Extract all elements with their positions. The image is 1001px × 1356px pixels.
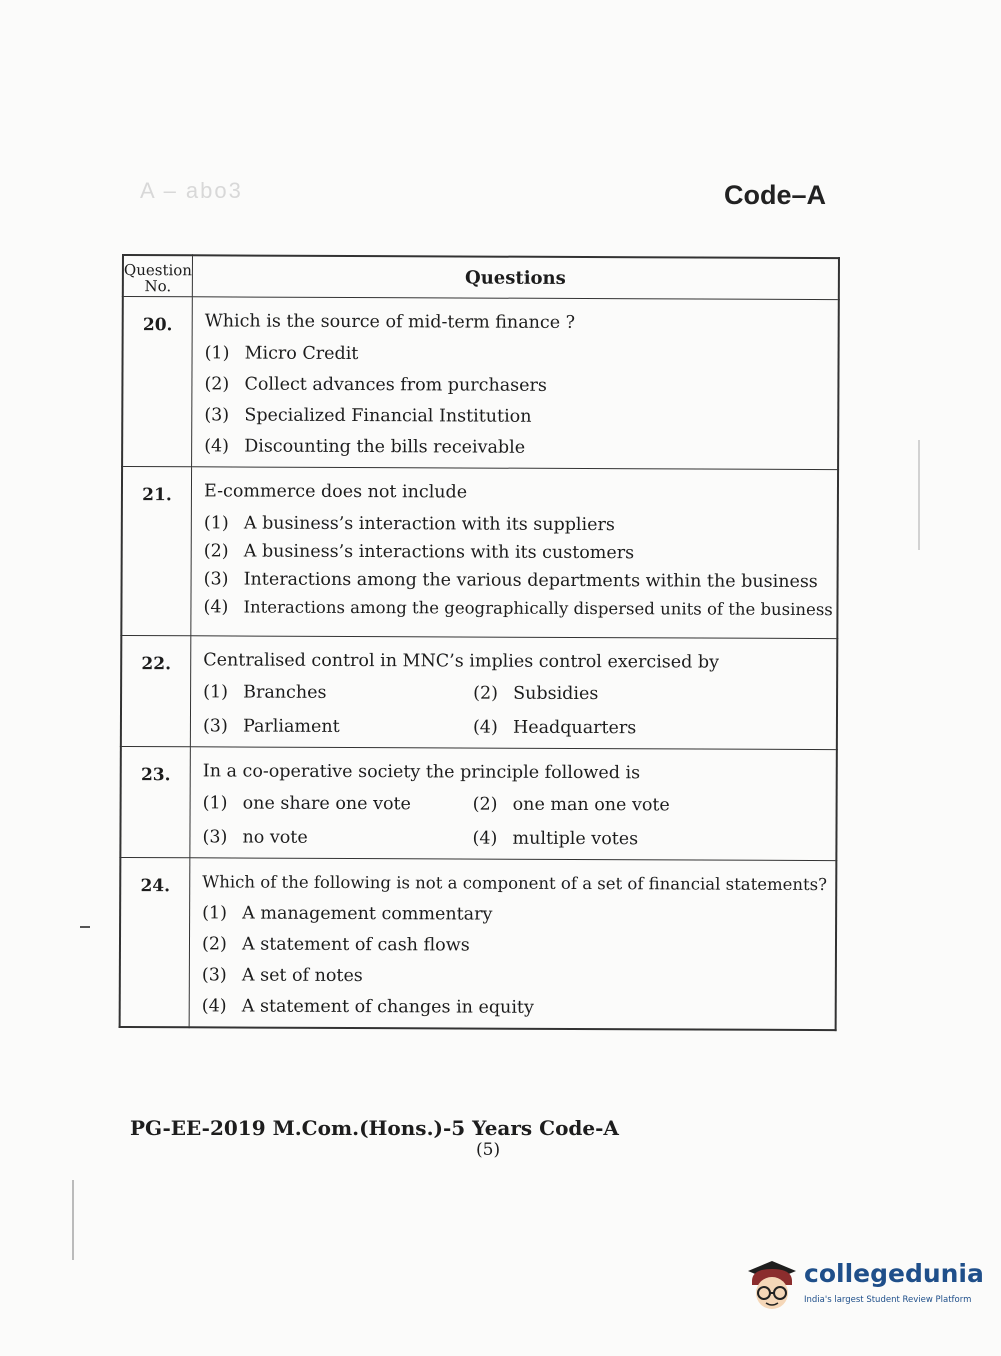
option-number: (1) <box>202 903 228 924</box>
option <box>204 436 837 459</box>
option <box>202 827 472 848</box>
option-text: Subsidies <box>513 683 599 705</box>
question-body <box>192 297 839 470</box>
option-number: (1) <box>202 793 228 814</box>
option-text: A set of notes <box>241 965 363 987</box>
option-number: (1) <box>204 343 230 364</box>
option-text: Headquarters <box>512 717 637 739</box>
option-number: (4) <box>472 828 498 849</box>
option-text: Interactions among the geographically dispersed units of the business <box>243 597 833 620</box>
option <box>204 569 837 592</box>
option-number: (3) <box>203 569 229 590</box>
margin-mark <box>72 1180 74 1260</box>
option-number: (4) <box>204 436 230 457</box>
paper-footer-title: PG-EE-2019 M.Com.(Hons.)-5 Years Code-A <box>130 1116 619 1140</box>
column-header-questions: Questions <box>192 255 839 299</box>
margin-mark <box>918 440 920 550</box>
option-number: (2) <box>472 794 498 815</box>
options-grid <box>202 793 835 850</box>
option-number: (3) <box>202 827 228 848</box>
options-grid <box>203 682 836 739</box>
question-text: E-commerce does not include <box>203 481 468 503</box>
option-number: (2) <box>203 541 229 562</box>
question-number: 22. <box>121 636 191 747</box>
page-number: (5) <box>476 1140 501 1160</box>
option <box>202 965 835 988</box>
option-text: A management commentary <box>242 903 493 925</box>
option <box>202 996 835 1019</box>
option-number: (4) <box>203 597 229 618</box>
option-number: (3) <box>202 716 228 737</box>
option-number: (3) <box>204 405 230 426</box>
option <box>204 374 837 397</box>
option-number: (1) <box>203 513 229 534</box>
option-number: (4) <box>472 717 498 738</box>
question-number: 21. <box>121 467 191 636</box>
question-row <box>121 467 838 639</box>
option-text: Branches <box>243 682 327 703</box>
option-number: (1) <box>203 682 228 703</box>
question-body <box>191 467 838 639</box>
faded-header-text: A – abo3 <box>140 178 243 203</box>
option-text: multiple votes <box>512 828 639 850</box>
option <box>473 795 836 817</box>
option-number: (2) <box>204 374 230 395</box>
column-header-question-no: Question No. <box>123 255 193 297</box>
option-text: Collect advances from purchasers <box>244 374 547 396</box>
question-number: 24. <box>120 857 190 1027</box>
option-text: no vote <box>242 827 308 848</box>
question-number: 20. <box>122 297 192 467</box>
margin-mark <box>80 926 90 928</box>
questions-table <box>119 254 840 1031</box>
question-body <box>189 858 836 1030</box>
question-text: Which of the following is not a component of a set of financial statements? <box>202 872 828 895</box>
collegedunia-logo <box>742 1255 984 1315</box>
logo-wordmark: collegedunia <box>804 1259 984 1288</box>
question-text: Which is the source of mid-term finance ? <box>204 311 576 333</box>
option-text: one man one vote <box>512 794 670 816</box>
option-text: one share one vote <box>242 793 411 815</box>
question-row <box>120 857 837 1030</box>
option <box>473 718 836 740</box>
option-text: A business’s interactions with its customers <box>243 541 635 564</box>
option <box>204 541 837 564</box>
question-body <box>190 636 837 750</box>
option-text: A statement of cash flows <box>242 934 470 956</box>
option <box>204 405 837 428</box>
question-row <box>122 297 839 470</box>
option <box>205 343 838 366</box>
paper-code: Code–A <box>724 180 827 210</box>
option-text: A business’s interaction with its suppliers <box>243 513 615 536</box>
option <box>472 829 835 851</box>
option-text: Micro Credit <box>244 343 359 365</box>
table-header-row <box>123 255 839 300</box>
option <box>203 597 836 620</box>
option <box>473 684 836 706</box>
option-number: (4) <box>201 996 227 1017</box>
question-text: In a co-operative society the principle followed is <box>202 761 641 784</box>
option-text: Interactions among the various departments within the business <box>243 569 818 593</box>
question-row <box>121 636 837 750</box>
logo-tagline: India's largest Student Review Platform <box>804 1295 972 1305</box>
option <box>203 793 473 814</box>
mascot-icon <box>742 1255 802 1315</box>
option <box>202 903 835 926</box>
option <box>202 934 835 957</box>
option-text: Specialized Financial Institution <box>244 405 532 427</box>
question-number: 23. <box>120 746 190 857</box>
question-row <box>120 746 836 860</box>
option-number: (2) <box>473 683 498 704</box>
question-body <box>190 747 837 861</box>
option-number: (2) <box>202 934 227 955</box>
option-text: Parliament <box>242 716 340 737</box>
question-text: Centralised control in MNC’s implies control exercised by <box>203 650 720 673</box>
option-text: Discounting the bills receivable <box>244 436 526 458</box>
option-number: (3) <box>201 965 227 986</box>
option <box>203 682 473 703</box>
option-text: A statement of changes in equity <box>241 996 534 1018</box>
option <box>204 513 837 536</box>
option <box>203 716 473 737</box>
